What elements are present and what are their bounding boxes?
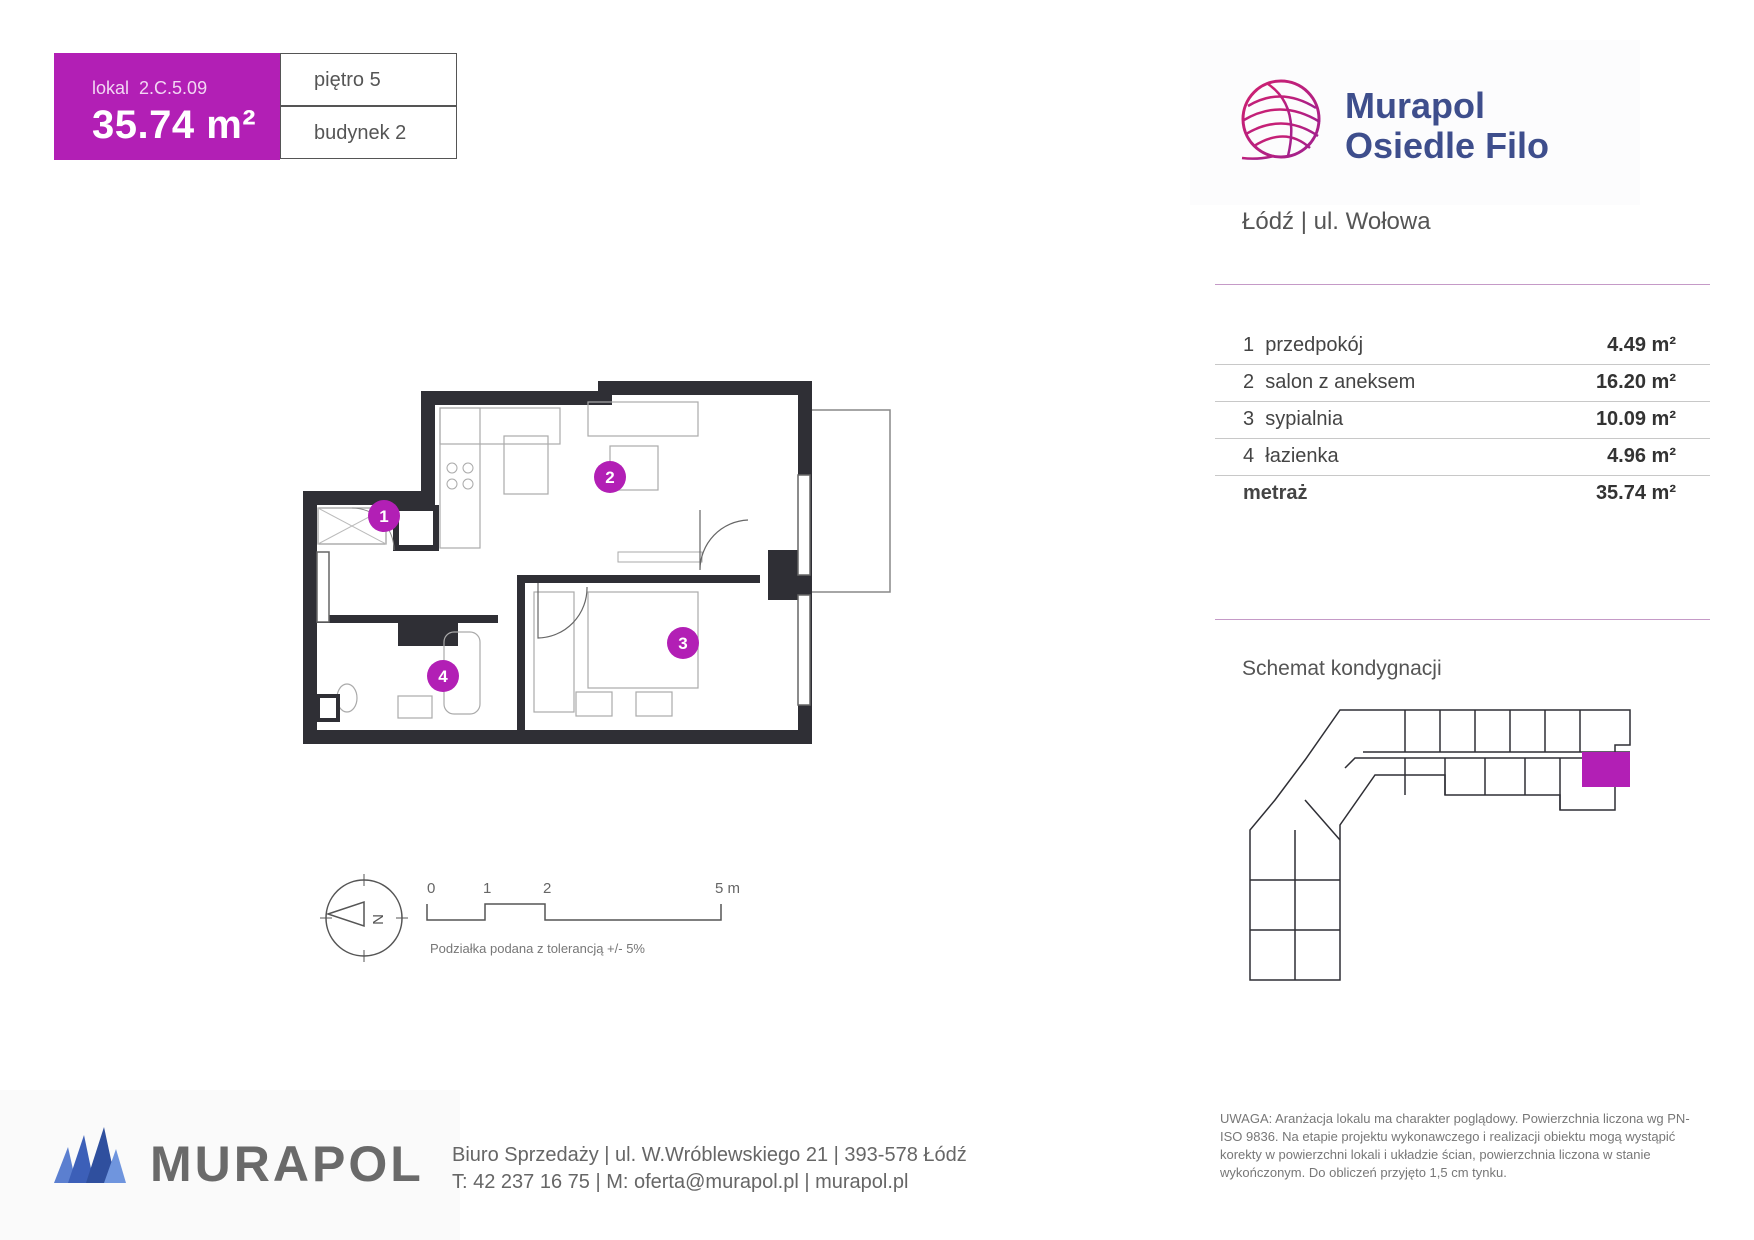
room-marker-label: 1 <box>379 507 389 526</box>
unit-summary-box <box>54 53 280 160</box>
unit-label-text: lokal <box>92 78 130 98</box>
bedroom-wardrobe <box>534 592 574 712</box>
room-number: 2 <box>1243 371 1255 393</box>
unit-id: 2.C.5.09 <box>139 78 208 98</box>
outer-walls <box>310 388 805 737</box>
room-name <box>1243 408 1343 431</box>
room-area: 16.20 m² <box>1595 371 1676 393</box>
dining-table <box>504 436 548 494</box>
floor-schematic <box>1245 700 1650 995</box>
scale-tick-5: 5 m <box>715 880 741 897</box>
room-number: 4 <box>1243 445 1255 467</box>
wall <box>520 575 760 583</box>
window <box>798 475 810 575</box>
floor-plan <box>300 380 910 750</box>
entry-door <box>317 552 329 622</box>
window <box>798 595 810 705</box>
building-cell: budynek 2 <box>280 106 457 159</box>
brand-name-line1: Murapol <box>1345 85 1485 126</box>
room-row <box>1215 365 1710 402</box>
sofa <box>588 402 698 436</box>
room-name <box>1243 445 1339 468</box>
room-marker-1 <box>368 500 400 532</box>
room-name-text: łazienka <box>1265 445 1339 467</box>
room-row <box>1215 402 1710 439</box>
room-name <box>1243 371 1415 394</box>
room-area: 4.96 m² <box>1607 445 1676 467</box>
room-marker-3 <box>667 627 699 659</box>
sink <box>398 696 432 718</box>
filo-logo-icon <box>1238 76 1324 166</box>
room-name-text: sypialnia <box>1265 408 1344 430</box>
disclaimer: UWAGA: Aranżacja lokalu ma charakter poglądowy. Powierzchnia liczona wg PN-ISO 9836. Na etapie projektu wykonawczego i realizacji obiektu mogą wystąpić korekty w powierzchni lokali i układzie ścian, powierzchnia liczona w stanie wykończonym. Do obliczeń przyjęto 1,5 cm tynku. <box>1220 1111 1690 1180</box>
room-number: 1 <box>1243 334 1255 356</box>
room-number: 3 <box>1243 408 1255 430</box>
wall <box>517 575 525 735</box>
kitchen-counter <box>440 408 480 548</box>
brand-name-line2: Osiedle Filo <box>1345 125 1550 166</box>
room-marker-label: 4 <box>438 667 448 686</box>
unit-label <box>92 77 207 100</box>
divider-top <box>1215 284 1710 285</box>
compass-label: N <box>369 914 386 925</box>
balcony <box>805 410 890 592</box>
scale-bar <box>425 902 725 926</box>
scale-tick-1: 1 <box>483 880 492 897</box>
shaft <box>396 508 436 548</box>
office-contact <box>452 1142 967 1196</box>
scale-tick-0: 0 <box>427 880 436 897</box>
room-name-text: przedpokój <box>1265 334 1364 356</box>
total-row <box>1215 476 1710 512</box>
room-marker-label: 2 <box>605 468 615 487</box>
room-name <box>1243 334 1363 357</box>
room-row <box>1215 439 1710 476</box>
murapol-logo-icon <box>54 1127 126 1183</box>
room-table <box>1215 328 1710 512</box>
room-row <box>1215 328 1710 365</box>
schema-title: Schemat kondygnacji <box>1242 657 1442 680</box>
total-label: metraż <box>1243 482 1308 504</box>
room-area: 4.49 m² <box>1607 334 1676 356</box>
room-name-text: salon z aneksem <box>1265 371 1416 393</box>
room-marker-label: 3 <box>678 634 688 653</box>
office-address: Biuro Sprzedaży | ul. W.Wróblewskiego 21 | 393-578 Łódź <box>452 1144 967 1166</box>
divider-bottom <box>1215 619 1710 620</box>
office-phone-email: T: 42 237 16 75 | M: oferta@murapol.pl | murapol.pl <box>452 1171 909 1193</box>
room-area: 10.09 m² <box>1595 408 1676 430</box>
unit-highlight <box>1582 752 1630 787</box>
scale-tick-2: 2 <box>543 880 552 897</box>
room-marker-4 <box>427 660 459 692</box>
room-marker-2 <box>594 461 626 493</box>
floor-cell: piętro 5 <box>280 53 457 106</box>
unit-area: 35.74 m² <box>92 103 257 147</box>
compass-icon <box>318 872 410 964</box>
scale-note: Podziałka podana z tolerancją +/- 5% <box>430 941 645 956</box>
location: Łódź | ul. Wołowa <box>1242 208 1431 235</box>
brand-name <box>1345 86 1549 166</box>
footer-company: MURAPOL <box>150 1136 424 1192</box>
total-area: 35.74 m² <box>1595 482 1676 504</box>
